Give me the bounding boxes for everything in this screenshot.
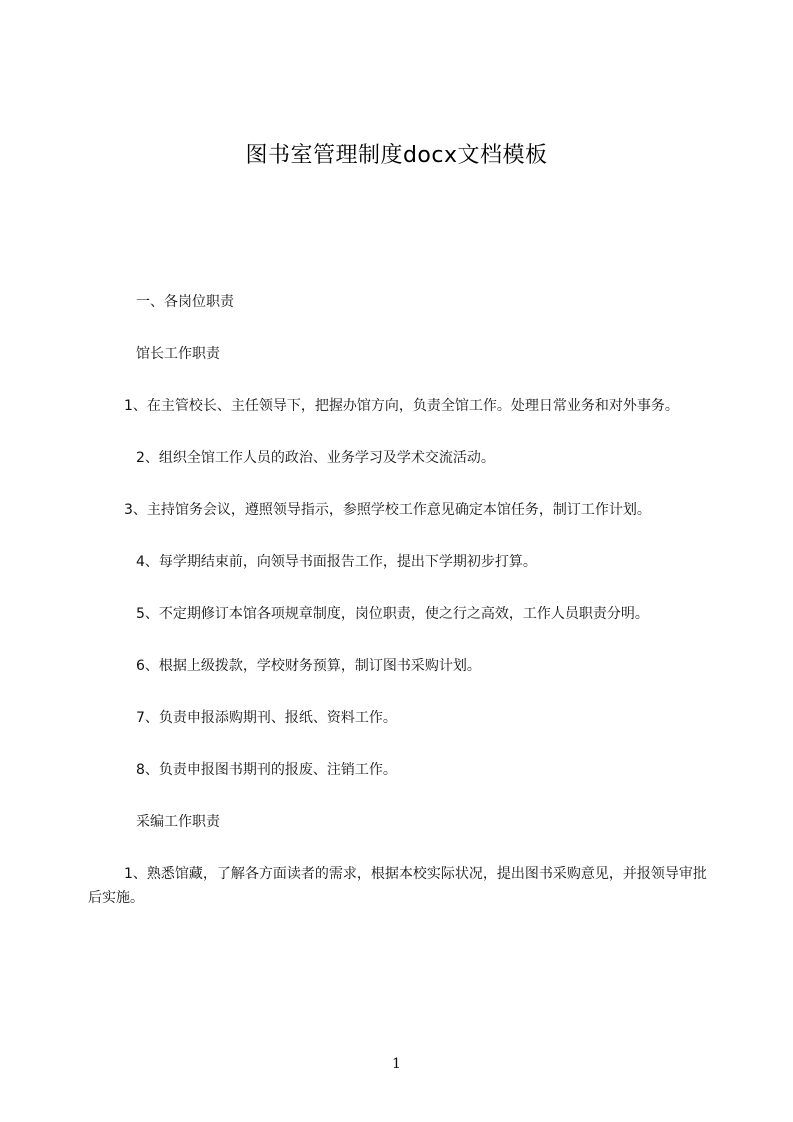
paragraph: 4、每学期结束前，向领导书面报告工作，提出下学期初步打算。	[136, 554, 537, 570]
document-title: 图书室管理制度docx文档模板	[245, 143, 548, 168]
section-heading: 一、各岗位职责	[136, 294, 234, 310]
page-number: 1	[392, 1056, 401, 1072]
paragraph: 2、组织全馆工作人员的政治、业务学习及学术交流活动。	[136, 450, 495, 466]
document-body	[88, 290, 716, 910]
paragraph: 1、熟悉馆藏，了解各方面读者的需求，根据本校实际状况，提出图书采购意见，并报领导审批后实施。	[88, 866, 707, 906]
paragraph: 5、不定期修订本馆各项规章制度，岗位职责，使之行之高效，工作人员职责分明。	[136, 606, 649, 622]
subsection-heading: 馆长工作职责	[136, 346, 220, 362]
paragraph: 7、负责申报添购期刊、报纸、资料工作。	[136, 710, 397, 726]
paragraph: 8、负责申报图书期刊的报废、注销工作。	[136, 762, 397, 778]
paragraph: 6、根据上级拨款，学校财务预算，制订图书采购计划。	[136, 658, 481, 674]
paragraph: 3、主持馆务会议，遵照领导指示，参照学校工作意见确定本馆任务，制订工作计划。	[124, 502, 651, 518]
paragraph: 1、在主管校长、主任领导下，把握办馆方向，负责全馆工作。处理日常业务和对外事务。	[124, 398, 679, 414]
subsection-heading: 采编工作职责	[136, 814, 220, 830]
